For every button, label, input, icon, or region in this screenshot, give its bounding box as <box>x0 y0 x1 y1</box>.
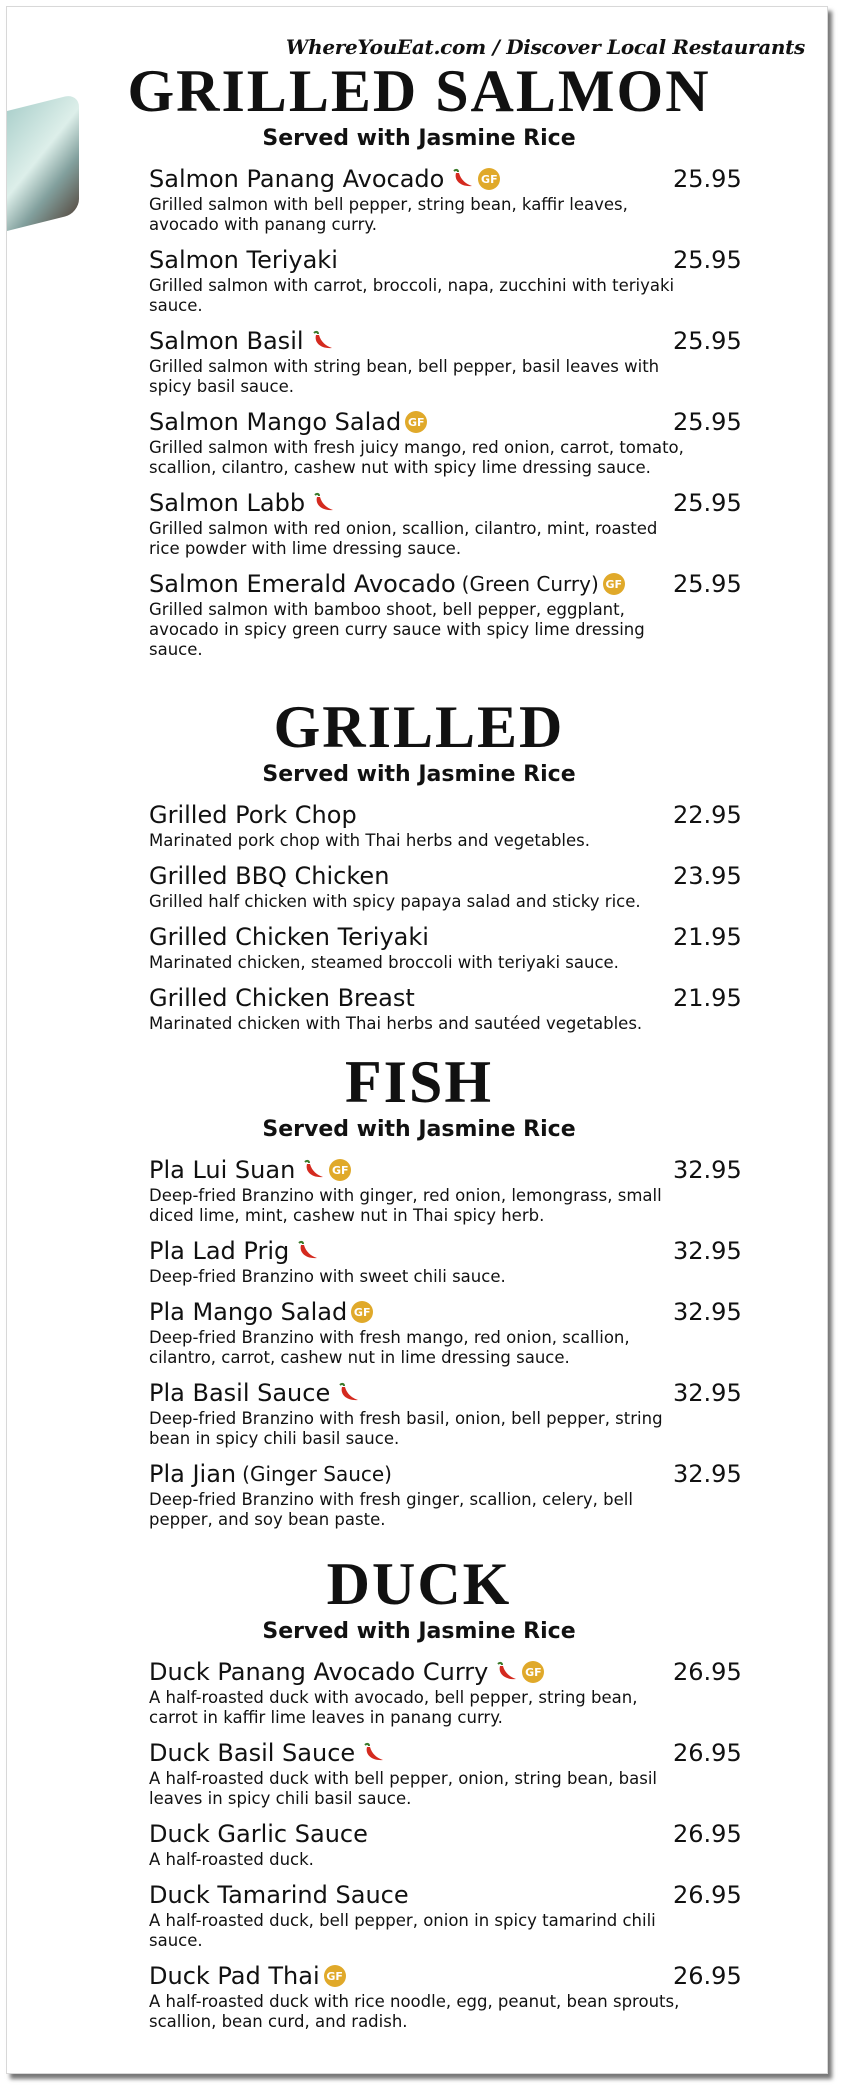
chili-spicy-icon <box>450 168 474 190</box>
menu-item <box>149 1656 759 1728</box>
chili-spicy-icon <box>295 1240 319 1262</box>
item-description: Grilled salmon with fresh juicy mango, red onion, carrot, tomato, scallion, cilantro, cashew nut with spicy lime dressing sauce. <box>149 438 684 477</box>
menu-page <box>6 6 828 2074</box>
item-price: 32.95 <box>673 1156 742 1184</box>
menu-item <box>149 1296 759 1368</box>
gluten-free-badge-icon: GF <box>603 573 625 595</box>
section-subtitle: Served with Jasmine Rice <box>262 1117 576 1142</box>
item-price: 22.95 <box>673 801 742 829</box>
menu-item <box>149 1458 759 1530</box>
item-description: Grilled salmon with carrot, broccoli, napa, zucchini with teriyaki sauce. <box>149 276 675 315</box>
item-name: Duck Tamarind Sauce <box>149 1881 409 1909</box>
item-description: Deep-fried Branzino with fresh basil, onion, bell pepper, string bean in spicy chili basil sauce. <box>149 1409 663 1448</box>
item-description: Marinated chicken, steamed broccoli with teriyaki sauce. <box>149 953 619 972</box>
item-name: Grilled BBQ Chicken <box>149 862 390 890</box>
item-description: Marinated pork chop with Thai herbs and vegetables. <box>149 831 591 850</box>
plate-photo <box>7 93 79 231</box>
item-name: Pla Lad Prig <box>149 1237 290 1265</box>
item-description: Deep-fried Branzino with fresh mango, red onion, scallion, cilantro, carrot, cashew nut in lime dressing sauce. <box>149 1328 630 1367</box>
chili-spicy-icon <box>310 330 334 352</box>
item-description: Grilled salmon with bamboo shoot, bell pepper, eggplant, avocado in spicy green curry sauce with spicy lime dressing sauce. <box>149 600 645 659</box>
item-name: Duck Basil Sauce <box>149 1739 356 1767</box>
gluten-free-badge-icon: GF <box>522 1661 544 1683</box>
item-price: 26.95 <box>673 1962 742 1990</box>
item-price: 26.95 <box>673 1658 742 1686</box>
menu-item <box>149 163 759 235</box>
section-title: FISH <box>344 1049 494 1115</box>
item-description: Deep-fried Branzino with sweet chili sauce. <box>149 1267 506 1286</box>
item-name: Duck Pad Thai <box>149 1962 320 1990</box>
item-name: Grilled Chicken Breast <box>149 984 415 1012</box>
gluten-free-badge-icon: GF <box>329 1159 351 1181</box>
menu-item <box>149 487 759 559</box>
menu-section <box>127 58 759 669</box>
chili-spicy-icon <box>336 1382 360 1404</box>
chili-spicy-icon <box>301 1159 325 1181</box>
menu-item <box>149 860 759 912</box>
menu-item <box>149 244 759 316</box>
item-price: 32.95 <box>673 1237 742 1265</box>
menu-item <box>149 1960 759 2032</box>
menu-item <box>149 1818 759 1870</box>
gluten-free-badge-icon: GF <box>405 411 427 433</box>
item-price: 23.95 <box>673 862 742 890</box>
menu-item <box>149 325 759 397</box>
item-name: Grilled Chicken Teriyaki <box>149 923 429 951</box>
menu-item <box>149 982 759 1034</box>
item-note: (Green Curry) <box>461 572 599 596</box>
section-subtitle: Served with Jasmine Rice <box>262 762 576 787</box>
menu-section <box>149 1552 759 2041</box>
menu-section <box>149 1050 759 1539</box>
menu-item <box>149 1737 759 1809</box>
item-name: Pla Jian <box>149 1460 237 1488</box>
menu-item <box>149 921 759 973</box>
item-price: 25.95 <box>673 570 742 598</box>
chili-spicy-icon <box>494 1661 518 1683</box>
item-price: 25.95 <box>673 246 742 274</box>
item-name: Salmon Labb <box>149 489 306 517</box>
item-price: 21.95 <box>673 984 742 1012</box>
gluten-free-badge-icon: GF <box>324 1965 346 1987</box>
gluten-free-badge-icon: GF <box>478 168 500 190</box>
menu-item <box>149 1154 759 1226</box>
item-price: 25.95 <box>673 327 742 355</box>
item-description: A half-roasted duck with bell pepper, onion, string bean, basil leaves in spicy chili basil sauce. <box>149 1769 658 1808</box>
menu-item <box>149 1377 759 1449</box>
gluten-free-badge-icon: GF <box>351 1301 373 1323</box>
item-description: Marinated chicken with Thai herbs and sautéed vegetables. <box>149 1014 643 1033</box>
item-name: Salmon Panang Avocado <box>149 165 445 193</box>
section-subtitle: Served with Jasmine Rice <box>262 1619 576 1644</box>
section-title: GRILLED SALMON <box>127 58 711 124</box>
item-description: Grilled salmon with red onion, scallion, cilantro, mint, roasted rice powder with lime dressing sauce. <box>149 519 658 558</box>
item-description: A half-roasted duck with avocado, bell pepper, string bean, carrot in kaffir lime leaves in panang curry. <box>149 1688 638 1727</box>
item-description: Deep-fried Branzino with fresh ginger, scallion, celery, bell pepper, and soy bean paste. <box>149 1490 633 1529</box>
item-price: 26.95 <box>673 1739 742 1767</box>
item-name: Salmon Basil <box>149 327 304 355</box>
item-description: A half-roasted duck, bell pepper, onion in spicy tamarind chili sauce. <box>149 1911 656 1950</box>
item-description: Deep-fried Branzino with ginger, red onion, lemongrass, small diced lime, mint, cashew nut in Thai spicy herb. <box>149 1186 662 1225</box>
item-name: Pla Lui Suan <box>149 1156 296 1184</box>
item-name: Pla Basil Sauce <box>149 1379 331 1407</box>
item-price: 21.95 <box>673 923 742 951</box>
menu-item <box>149 406 759 478</box>
item-price: 32.95 <box>673 1298 742 1326</box>
chili-spicy-icon <box>311 492 335 514</box>
item-price: 25.95 <box>673 408 742 436</box>
chili-spicy-icon <box>361 1742 385 1764</box>
item-name: Salmon Mango Salad <box>149 408 402 436</box>
section-title: DUCK <box>326 1551 512 1617</box>
menu-item <box>149 1879 759 1951</box>
item-description: Grilled salmon with bell pepper, string bean, kaffir leaves, avocado with panang curry. <box>149 195 628 234</box>
section-title: GRILLED <box>273 694 565 760</box>
menu-item <box>149 1235 759 1287</box>
item-description: A half-roasted duck. <box>149 1850 314 1869</box>
item-description: Grilled half chicken with spicy papaya salad and sticky rice. <box>149 892 641 911</box>
item-price: 32.95 <box>673 1379 742 1407</box>
section-subtitle: Served with Jasmine Rice <box>262 126 576 151</box>
item-description: A half-roasted duck with rice noodle, egg, peanut, bean sprouts, scallion, bean curd, and radish. <box>149 1992 680 2031</box>
menu-section <box>149 695 759 1043</box>
item-name: Salmon Emerald Avocado <box>149 570 456 598</box>
item-price: 25.95 <box>673 165 742 193</box>
item-price: 25.95 <box>673 489 742 517</box>
item-name: Duck Garlic Sauce <box>149 1820 368 1848</box>
item-name: Grilled Pork Chop <box>149 801 357 829</box>
item-name: Pla Mango Salad <box>149 1298 348 1326</box>
item-name: Salmon Teriyaki <box>149 246 338 274</box>
item-note: (Ginger Sauce) <box>242 1462 392 1486</box>
item-price: 32.95 <box>673 1460 742 1488</box>
item-description: Grilled salmon with string bean, bell pepper, basil leaves with spicy basil sauce. <box>149 357 660 396</box>
item-price: 26.95 <box>673 1820 742 1848</box>
menu-item <box>149 568 759 660</box>
menu-item <box>149 799 759 851</box>
watermark: WhereYouEat.com / Discover Local Restaurants <box>285 35 805 59</box>
item-name: Duck Panang Avocado Curry <box>149 1658 489 1686</box>
item-price: 26.95 <box>673 1881 742 1909</box>
